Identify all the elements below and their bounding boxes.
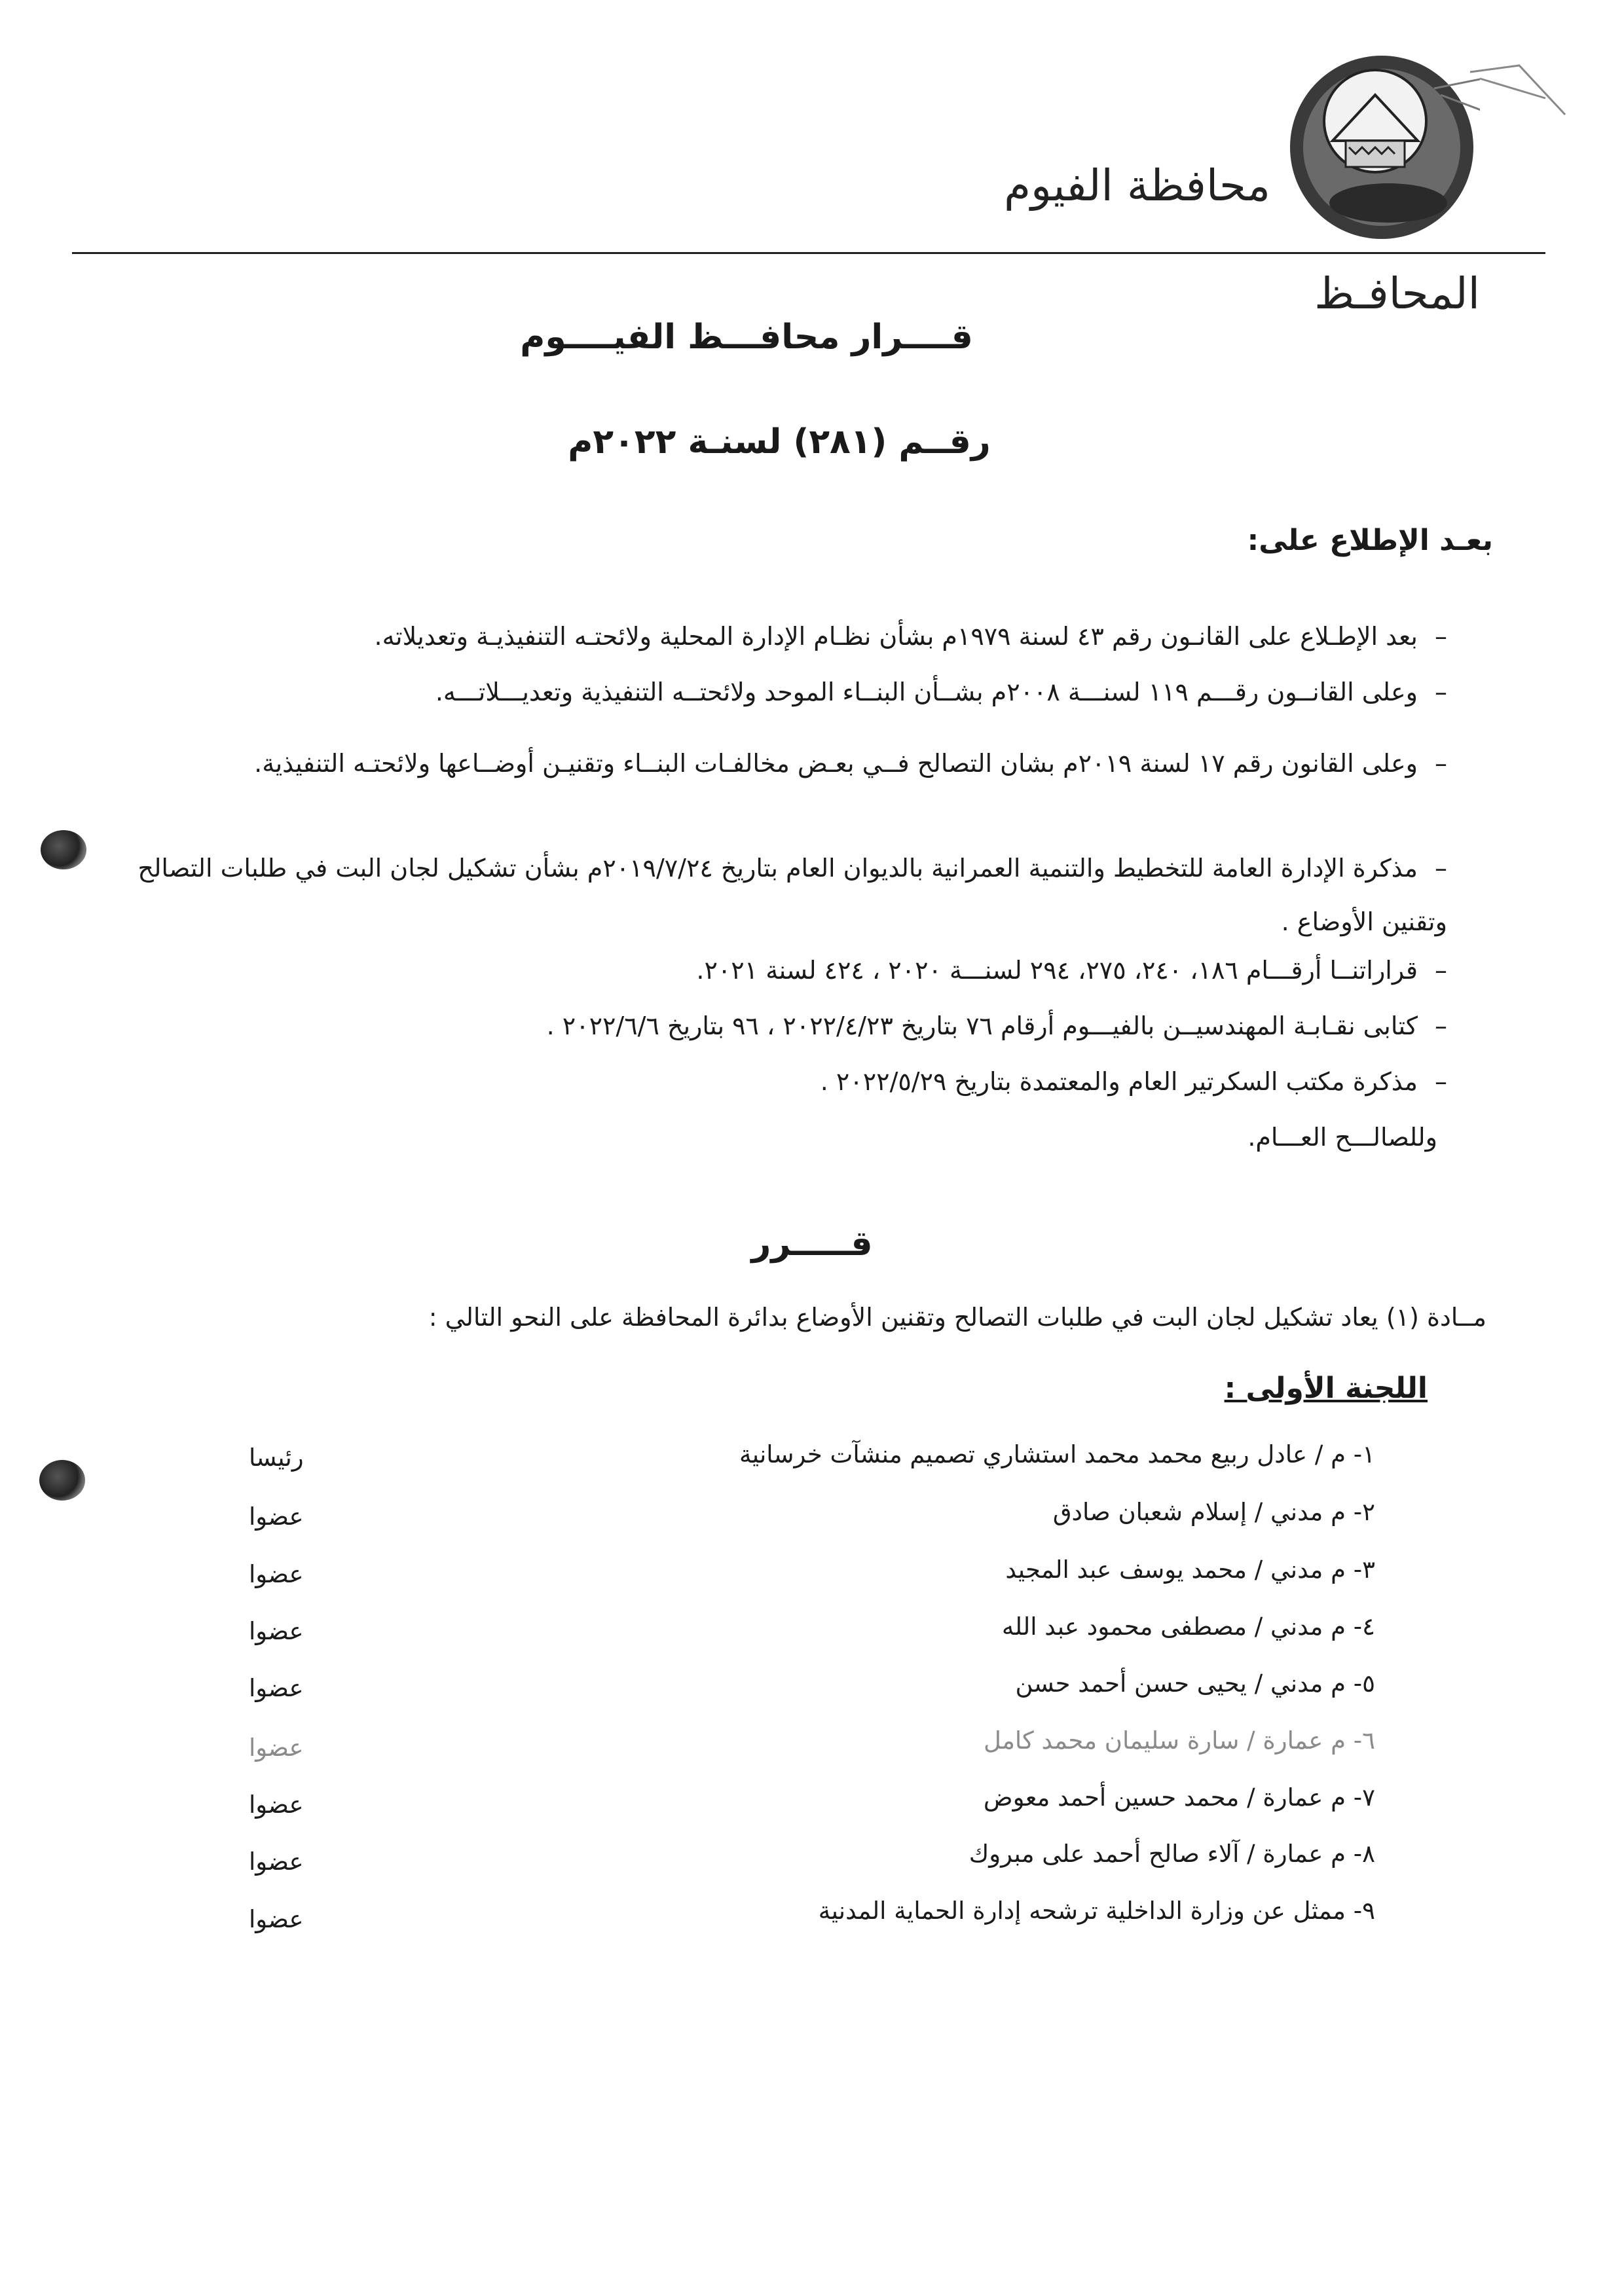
preamble-item: –مذكرة مكتب السكرتير العام والمعتمدة بتاريخ ٢٠٢٢/٥/٢٩ . [820, 1067, 1447, 1096]
member-role: عضوا [249, 1617, 304, 1645]
member-role: عضوا [249, 1734, 304, 1762]
member-name: ٤- م مدني / مصطفى محمود عبد الله [1001, 1613, 1375, 1641]
preamble-item: –قراراتنــا أرقـــام ١٨٦، ٢٤٠، ٢٧٥، ٢٩٤ لسنـــة ٢٠٢٠ ، ٤٢٤ لسنة ٢٠٢١. [696, 956, 1447, 985]
punch-hole-bottom [39, 1460, 85, 1501]
member-name: ١- م / عادل ربيع محمد محمد استشاري تصميم منشآت خرسانية [739, 1440, 1375, 1468]
member-name: ٨- م عمارة / آلاء صالح أحمد على مبروك [969, 1840, 1375, 1868]
preamble-closing: وللصالـــح العـــام. [1247, 1123, 1437, 1152]
decree-number: رقــم (٢٨١) لسنـة ٢٠٢٢م [568, 422, 991, 462]
member-name: ٩- ممثل عن وزارة الداخلية ترشحه إدارة الحماية المدنية [818, 1897, 1375, 1925]
preamble-item: –وعلى القانــون رقـــم ١١٩ لسنـــة ٢٠٠٨م بشــأن البنــاء الموحد ولائحتــه التنفيذية وتعديـــلاتـــه. [435, 678, 1447, 706]
article-1: مــادة (١) يعاد تشكيل لجان البت في طلبات التصالح وتقنين الأوضاع بدائرة المحافظة على النحو التالي : [428, 1303, 1486, 1332]
member-role: عضوا [249, 1674, 304, 1702]
decree-title: قــــرار محافـــظ الفيــــوم [520, 318, 973, 357]
member-name: ٢- م مدني / إسلام شعبان صادق [1052, 1498, 1375, 1526]
governorate-name: محافظة الفيوم [1004, 160, 1270, 211]
member-role: عضوا [249, 1560, 304, 1588]
member-role: رئيسا [249, 1444, 304, 1472]
member-name: ٥- م مدني / يحيى حسن أحمد حسن [1015, 1669, 1375, 1698]
member-role: عضوا [249, 1503, 304, 1531]
header-rule [72, 252, 1545, 254]
member-role: عضوا [249, 1791, 304, 1819]
preamble-item: –وعلى القانون رقم ١٧ لسنة ٢٠١٩م بشان التصالح فــي بعـض مخالفـات البنــاء وتقنيـن أوضــاعها ولائحتـه التنفيذية. [254, 749, 1447, 778]
governorate-seal [1283, 49, 1480, 246]
member-role: عضوا [249, 1905, 304, 1933]
member-name: ٧- م عمارة / محمد حسين أحمد معوض [983, 1783, 1375, 1812]
governor-office-label: المحافـظ [1314, 268, 1480, 319]
preamble-item: –بعد الإطـلاع على القانـون رقم ٤٣ لسنة ١٩٧٩م بشأن نظـام الإدارة المحلية ولائحتـه التنفيذيـة وتعديلاته. [374, 622, 1447, 651]
seal-annotation-mark [1467, 59, 1572, 124]
member-name: ٦- م عمارة / سارة سليمان محمد كامل [984, 1726, 1375, 1755]
committee-heading: اللجنة الأولى : [1224, 1372, 1428, 1405]
member-role: عضوا [249, 1848, 304, 1876]
member-name: ٣- م مدني / محمد يوسف عبد المجيد [1005, 1556, 1375, 1584]
preamble-item: –كتابى نقـابـة المهندسيــن بالفيـــوم أرقام ٧٦ بتاريخ ٢٠٢٢/٤/٢٣ ، ٩٦ بتاريخ ٢٠٢٢/٦/٦ . [546, 1011, 1447, 1040]
preamble-heading: بعـد الإطلاع على: [1247, 524, 1493, 557]
preamble-item: –مذكرة الإدارة العامة للتخطيط والتنمية العمرانية بالديوان العام بتاريخ ٢٠١٩/٧/٢٤م بشأن تشكيل لجان البت في طلبات التصالح وتقنين الأوضاع . [138, 854, 1447, 936]
decision-heading: قـــــرر [751, 1224, 873, 1264]
